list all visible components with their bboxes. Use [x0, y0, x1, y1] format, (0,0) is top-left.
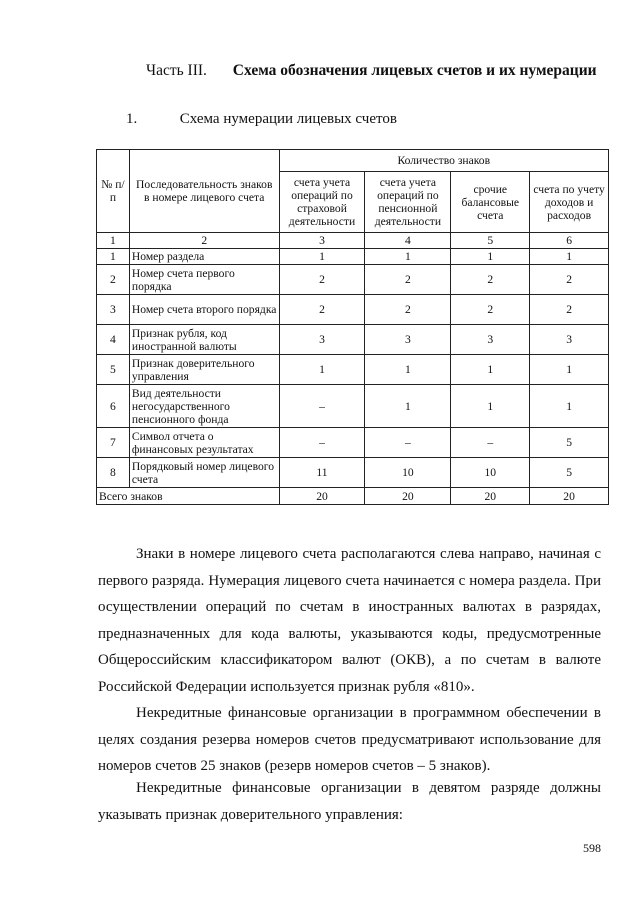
table-row	[97, 325, 609, 355]
paragraph-1	[98, 541, 601, 700]
row-label: Номер счета второго порядка	[129, 295, 279, 325]
section-part: Часть III.	[146, 62, 207, 79]
row-label: Номер раздела	[129, 249, 279, 265]
row-value: –	[279, 428, 365, 458]
row-number: 1	[97, 249, 130, 265]
row-value: –	[279, 385, 365, 428]
header-count-group: Количество знаков	[279, 150, 608, 172]
header-sequence: Последовательность знаков в номере лицевого счета	[129, 150, 279, 233]
row-label: Порядковый номер лицевого счета	[129, 458, 279, 488]
total-label: Всего знаков	[97, 488, 280, 505]
row-label: Признак рубля, код иностранной валюты	[129, 325, 279, 355]
total-value: 20	[451, 488, 530, 505]
row-value: 1	[451, 355, 530, 385]
page-number: 598	[583, 841, 601, 855]
index-cell: 2	[129, 233, 279, 249]
row-value: 1	[530, 249, 609, 265]
row-label: Символ отчета о финансовых результатах	[129, 428, 279, 458]
row-label: Признак доверительного управления	[129, 355, 279, 385]
row-value: 2	[279, 265, 365, 295]
row-number: 5	[97, 355, 130, 385]
row-value: 1	[365, 355, 451, 385]
row-value: 11	[279, 458, 365, 488]
header-insurance: счета учета операций по страховой деятельности	[279, 172, 365, 233]
row-value: 2	[365, 265, 451, 295]
index-cell: 6	[530, 233, 609, 249]
account-numbering-table	[96, 149, 609, 505]
row-value: 1	[530, 355, 609, 385]
header-num: № п/п	[97, 150, 130, 233]
row-label: Вид деятельности негосударственного пенсионного фонда	[129, 385, 279, 428]
total-value: 20	[365, 488, 451, 505]
row-number: 6	[97, 385, 130, 428]
row-value: 2	[365, 295, 451, 325]
row-number: 4	[97, 325, 130, 355]
paragraph-text: Некредитные финансовые организации в программном обеспечении в целях создания резерва номеров счетов предусматривают использование для номеров счетов 25 знаков (резерв номеров счетов – 5 знаков).	[98, 705, 601, 774]
row-value: 5	[530, 428, 609, 458]
table-row	[97, 249, 609, 265]
subsection-title: Схема нумерации лицевых счетов	[179, 111, 397, 127]
header-income-expense: счета по учету доходов и расходов	[530, 172, 609, 233]
row-number: 3	[97, 295, 130, 325]
row-value: –	[451, 428, 530, 458]
subsection-number: 1.	[126, 111, 138, 127]
paragraph-2	[98, 700, 601, 780]
row-number: 7	[97, 428, 130, 458]
table-row	[97, 428, 609, 458]
section-title: Схема обозначения лицевых счетов и их нумерации	[232, 62, 597, 79]
total-row	[97, 488, 609, 505]
row-value: 3	[365, 325, 451, 355]
section-heading	[146, 62, 597, 80]
table-row	[97, 355, 609, 385]
row-number: 2	[97, 265, 130, 295]
row-value: 1	[279, 355, 365, 385]
table-row	[97, 458, 609, 488]
total-value: 20	[279, 488, 365, 505]
header-pension: счета учета операций по пенсионной деятельности	[365, 172, 451, 233]
row-value: 2	[279, 295, 365, 325]
row-value: –	[365, 428, 451, 458]
row-value: 1	[451, 385, 530, 428]
paragraph-text: Знаки в номере лицевого счета располагаются слева направо, начиная с первого разряда. Нумерация лицевого счета начинается с номера раздела. При осуществлении операций по счетам в иностранных валютах в разрядах, предназначенных для кода валюты, указываются коды, предусмотренные Общероссийским классификатором валют (ОКВ), а по счетам в валюте Российской Федерации используется признак рубля «810».	[98, 546, 601, 695]
header-term-balance: срочие балансовые счета	[451, 172, 530, 233]
row-value: 1	[365, 249, 451, 265]
table-row	[97, 385, 609, 428]
table-row	[97, 295, 609, 325]
row-value: 1	[530, 385, 609, 428]
paragraph-text: Некредитные финансовые организации в девятом разряде должны указывать признак доверительного управления:	[98, 780, 601, 823]
row-value: 3	[279, 325, 365, 355]
row-value: 2	[451, 265, 530, 295]
row-value: 1	[279, 249, 365, 265]
row-value: 2	[530, 265, 609, 295]
row-value: 10	[451, 458, 530, 488]
index-cell: 4	[365, 233, 451, 249]
row-value: 1	[451, 249, 530, 265]
row-value: 1	[365, 385, 451, 428]
index-cell: 1	[97, 233, 130, 249]
row-number: 8	[97, 458, 130, 488]
index-cell: 5	[451, 233, 530, 249]
row-value: 5	[530, 458, 609, 488]
row-value: 2	[530, 295, 609, 325]
total-value: 20	[530, 488, 609, 505]
row-value: 2	[451, 295, 530, 325]
subsection-heading	[126, 111, 397, 128]
paragraph-3	[98, 775, 601, 828]
row-value: 3	[451, 325, 530, 355]
table-row	[97, 265, 609, 295]
row-label: Номер счета первого порядка	[129, 265, 279, 295]
index-cell: 3	[279, 233, 365, 249]
row-value: 10	[365, 458, 451, 488]
row-value: 3	[530, 325, 609, 355]
